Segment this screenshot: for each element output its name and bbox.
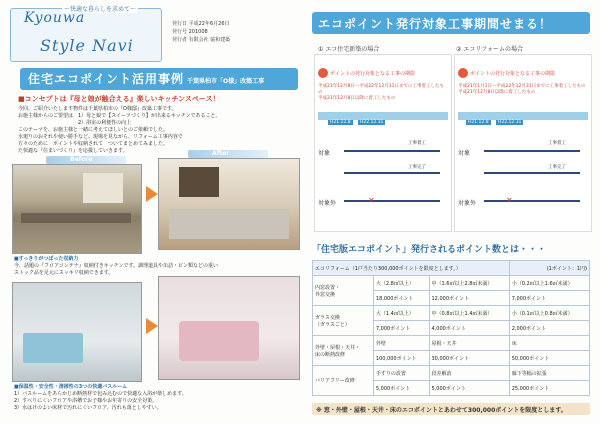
after-label: After bbox=[212, 150, 230, 157]
row-category-sub: （ガラスごと） bbox=[315, 321, 350, 328]
bath-before-photo bbox=[12, 282, 142, 382]
bath-caption bbox=[14, 384, 300, 412]
cell-head: 手すりの設置 bbox=[373, 366, 429, 381]
timeline-date-end: H22.12.31 bbox=[498, 120, 522, 125]
cell-head: 廊下等幅の拡張 bbox=[509, 366, 589, 381]
counter-shape bbox=[21, 213, 131, 223]
timeline-bar bbox=[484, 172, 580, 174]
points-table bbox=[312, 260, 590, 396]
table-row bbox=[313, 336, 590, 351]
bath-caption-line: 2）すべりにくいフロアや浴槽でお子様やお年寄りの安全対策。 bbox=[14, 398, 158, 404]
reform-tag: ② エコリフォームの場合 bbox=[456, 46, 523, 53]
row-category-text: 外壁・屋根・天井・ bbox=[315, 344, 361, 351]
before-after-arrow-icon bbox=[146, 186, 158, 202]
intro-line: た快適な『住まいづくり』を応援していきます。 bbox=[18, 148, 128, 154]
cell-head: 外壁 bbox=[373, 336, 429, 351]
row-category bbox=[313, 276, 374, 306]
cell-head: 屋根・天井 bbox=[429, 336, 509, 351]
timeline-bar bbox=[344, 172, 440, 174]
row-label-target: 対象 bbox=[458, 150, 471, 157]
bar-label: 工事着工 bbox=[548, 141, 566, 146]
newsletter-subtitle: 〜快適な暮らしを求めて〜 bbox=[64, 6, 137, 13]
timeline-date-end: H22.12.31 bbox=[360, 120, 384, 125]
row-category bbox=[313, 366, 374, 396]
alert-icon bbox=[318, 68, 328, 78]
cabinet-shape bbox=[83, 173, 123, 203]
window-shape bbox=[179, 167, 219, 197]
bath-caption-line: 1）バスルームをあらかじめ断熱材で包み込むので快適な入浴が楽しめます。 bbox=[14, 391, 187, 397]
table-header-unit: (1ポイント：1円) bbox=[509, 261, 589, 276]
new-build-periods bbox=[318, 84, 448, 102]
issue-info bbox=[172, 20, 230, 44]
case-study-title: 住宅エコポイント活用事例 bbox=[28, 72, 185, 86]
kitchen-caption-line: ストック品を足元にスッキリ収納できます。 bbox=[14, 270, 114, 276]
cell-value: 7,000ポイント bbox=[373, 321, 429, 336]
timeline-bar bbox=[344, 200, 440, 202]
before-label: Before bbox=[70, 156, 93, 163]
counter-shape bbox=[169, 209, 289, 239]
cell-value: 25,000ポイント bbox=[509, 381, 589, 396]
intro-line: 今回、ご紹介いたします物件は千葉県柏市の『O様邸』改築工事です。 bbox=[18, 106, 177, 112]
bath-caption-heading: ■保温性・安全性・清掃性の3つの快適バスルーム bbox=[14, 384, 128, 390]
cell-value: 2,000ポイント bbox=[509, 321, 589, 336]
cell-head: 大（2.8㎡以上） bbox=[373, 276, 429, 291]
points-footnote-text: ※ 窓・外壁・屋根・天井・床のエコポイントとあわせて300,000ポイントを限度とします。 bbox=[316, 407, 567, 414]
row-category-text: バリアフリー改修 bbox=[315, 378, 355, 384]
table-header: エコリフォーム（1戸当たり300,000ポイントを限度とします。） bbox=[313, 261, 510, 276]
intro-line: 水廻りのおそれや使い勝手など、現場を見ながら、リフォーム工事内容で bbox=[18, 134, 183, 140]
issue-publisher: 発行者 有限会社 協和建築 bbox=[172, 37, 231, 43]
concept-heading: ■コンセプトは『母と娘が触合える』楽しいキッチンスペース！ bbox=[18, 95, 220, 103]
newsletter-title-line1: Kyouwa bbox=[24, 10, 86, 26]
cell-head: 中（1.6㎡以上2.8㎡未満） bbox=[429, 276, 509, 291]
row-category bbox=[313, 306, 374, 336]
timeline-band bbox=[458, 112, 588, 120]
eco-point-banner-title: エコポイント発行対象工事期間せまる！ bbox=[318, 17, 553, 31]
kitchen-after-photo bbox=[158, 158, 300, 250]
timeline-bar bbox=[484, 150, 580, 152]
new-build-note-title: ポイントの発行対象となる工事の期限 bbox=[330, 71, 416, 77]
timeline-bar bbox=[484, 200, 580, 202]
row-category-text: 内窓設置・ bbox=[315, 284, 341, 291]
points-footnote bbox=[312, 403, 590, 415]
bathtub-shape bbox=[179, 321, 259, 361]
intro-line: 方々のために ポイントや収納されて ついてまとめてみました。 bbox=[18, 141, 169, 147]
kitchen-caption bbox=[14, 256, 300, 277]
case-study-subtitle: 千葉県柏市「O様」改築工事 bbox=[187, 78, 265, 85]
row-label-target: 対象 bbox=[318, 150, 331, 157]
row-category-sub: 床の断熱改修 bbox=[315, 351, 346, 358]
cell-head: 段差解消 bbox=[429, 366, 509, 381]
cell-head: 小（0.1㎡以上0.8㎡未満） bbox=[509, 306, 589, 321]
cell-value: 100,000ポイント bbox=[373, 351, 429, 366]
newsletter-title-line2: Style Navi bbox=[40, 36, 134, 55]
table-row bbox=[313, 276, 590, 291]
intro-line: このテーマを、お施主様と一緒に考えてほしいとのご依頼でした。 bbox=[18, 127, 169, 133]
row-category-sub: 外窓交換 bbox=[315, 291, 336, 298]
period-line: 平成21年12月8日以降に着工したもの bbox=[458, 90, 536, 95]
cell-head: 大（1.4㎡以上） bbox=[373, 306, 429, 321]
timeline-date-start: H21.12.8 bbox=[330, 120, 351, 125]
row-category-text: ガラス交換 bbox=[315, 314, 340, 321]
bar-label: 工事完了 bbox=[548, 165, 566, 170]
cell-value: 12,000ポイント bbox=[429, 291, 509, 306]
issue-date: 発行日 平成22年6月26日 bbox=[172, 21, 230, 27]
kitchen-caption-line: 今、話題の『フロアコンテナ』収納付きキッチンです。調理道具や缶詰・ビン類などの重い bbox=[14, 263, 219, 269]
cell-value: 50,000ポイント bbox=[509, 351, 589, 366]
cell-head: 中（0.8㎡以上1.4㎡未満） bbox=[429, 306, 509, 321]
period-line: 平成21年12月8日以降に着工したもの bbox=[318, 96, 396, 101]
timeline-bar bbox=[344, 150, 440, 152]
reform-periods bbox=[458, 84, 588, 96]
intro-text bbox=[18, 106, 300, 155]
table-header-row bbox=[313, 261, 590, 276]
table-row bbox=[313, 366, 590, 381]
period-line: 平成21年1月1日〜平成22年12月31日までに工事着工したもの bbox=[458, 84, 586, 89]
cell-head: 床 bbox=[509, 336, 589, 351]
period-line: 平成21年12月8日〜平成22年12月31日までに工事着工したもの bbox=[318, 84, 444, 95]
kitchen-before-photo bbox=[12, 164, 142, 254]
cross-icon: ✕ bbox=[368, 196, 375, 205]
cell-value: 18,000ポイント bbox=[373, 291, 429, 306]
cross-icon: ✕ bbox=[506, 196, 513, 205]
table-row bbox=[313, 306, 590, 321]
cell-value: 5,000ポイント bbox=[429, 381, 509, 396]
cell-value: 7,000ポイント bbox=[509, 291, 589, 306]
row-label-nontarget: 対象外 bbox=[458, 200, 477, 207]
timeline-band bbox=[318, 112, 448, 120]
bath-after-photo bbox=[158, 276, 300, 380]
intro-line: お施主様からのご要望は 1）母と娘で【スイーツづくり】が出来るキッチンであること。 bbox=[18, 113, 221, 119]
intro-line: 2）浴室の利便性の向上 bbox=[18, 120, 132, 126]
bar-label: 工事完了 bbox=[408, 165, 426, 170]
reform-note-title: ポイントの発行対象となる工事の期限 bbox=[470, 71, 556, 77]
before-after-arrow-icon bbox=[146, 318, 158, 334]
timeline-date-start: H21.12.8 bbox=[468, 120, 489, 125]
cell-value: 5,000ポイント bbox=[373, 381, 429, 396]
points-table-title: 「住宅版エコポイント」発行されるポイント数とは・・・ bbox=[312, 245, 547, 255]
cell-value: 4,000ポイント bbox=[429, 321, 509, 336]
new-build-tag: ① エコ住宅新築の場合 bbox=[318, 46, 380, 53]
bathtub-shape bbox=[23, 333, 83, 363]
bar-label: 工事着工 bbox=[408, 141, 426, 146]
alert-icon bbox=[458, 68, 468, 78]
issue-number: 発行号 201008 bbox=[172, 29, 208, 35]
row-label-nontarget: 対象外 bbox=[318, 200, 337, 207]
cell-head: 小（0.2㎡以上1.6㎡未満） bbox=[509, 276, 589, 291]
bath-caption-line: 3）水はけのよい床材で汚れにくいフロア、汚れも落としやすい。 bbox=[14, 405, 162, 411]
kitchen-caption-heading: ■すっきりがつぼった収納力 bbox=[14, 256, 79, 262]
cell-value: 30,000ポイント bbox=[429, 351, 509, 366]
row-category bbox=[313, 336, 374, 366]
